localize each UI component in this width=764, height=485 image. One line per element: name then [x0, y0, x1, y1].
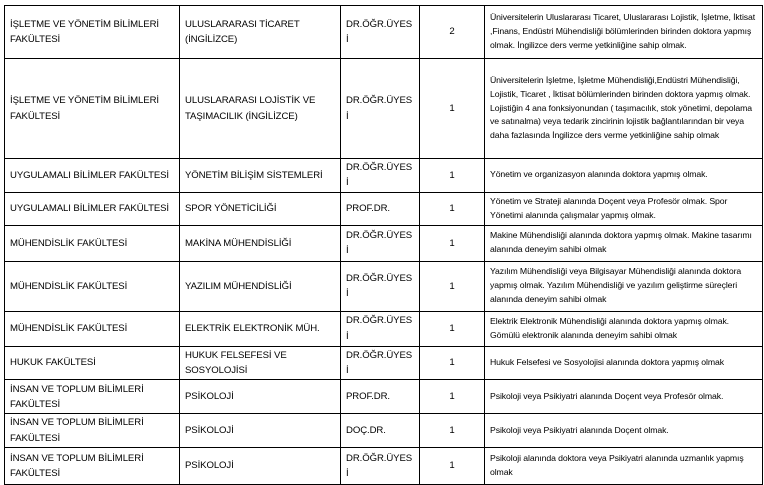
count-cell: 1 [420, 448, 485, 485]
department-cell: HUKUK FELSEFESİ VE SOSYOLOJİSİ [180, 346, 341, 380]
requirement-cell: Psikoloji veya Psikiyatri alanında Doçent olmak. [485, 414, 763, 448]
table-row [5, 414, 763, 448]
department-cell: PSİKOLOJİ [180, 448, 341, 485]
count-cell: 2 [420, 6, 485, 59]
title-cell: PROF.DR. [341, 380, 420, 414]
table-row [5, 346, 763, 380]
table-row [5, 6, 763, 59]
faculty-cell: MÜHENDİSLİK FAKÜLTESİ [5, 225, 180, 261]
requirement-cell: Psikoloji alanında doktora veya Psikiyatri alanında uzmanlık yapmış olmak [485, 448, 763, 485]
faculty-cell: HUKUK FAKÜLTESİ [5, 346, 180, 380]
faculty-cell: MÜHENDİSLİK FAKÜLTESİ [5, 311, 180, 346]
table-row [5, 311, 763, 346]
requirement-cell: Yazılım Mühendisliği veya Bilgisayar Mühendisliği alanında doktora yapmış olmak. Yazılım Mühendisliği ve yazılım geliştirme süreçleri alanında deneyim sahibi olmak [485, 261, 763, 311]
requirement-cell: Psikoloji veya Psikiyatri alanında Doçent veya Profesör olmak. [485, 380, 763, 414]
department-cell: ULUSLARARASI TİCARET (İNGİLİZCE) [180, 6, 341, 59]
title-cell: DR.ÖĞR.ÜYESİ [341, 311, 420, 346]
requirement-cell: Hukuk Felsefesi ve Sosyolojisi alanında doktora yapmış olmak [485, 346, 763, 380]
count-cell: 1 [420, 192, 485, 225]
department-cell: PSİKOLOJİ [180, 380, 341, 414]
table-row [5, 159, 763, 193]
faculty-cell: İNSAN VE TOPLUM BİLİMLERİ FAKÜLTESİ [5, 448, 180, 485]
title-cell: DR.ÖĞR.ÜYESİ [341, 261, 420, 311]
count-cell: 1 [420, 59, 485, 159]
department-cell: YAZILIM MÜHENDİSLİĞİ [180, 261, 341, 311]
title-cell: DR.ÖĞR.ÜYESİ [341, 159, 420, 193]
title-cell: DOÇ.DR. [341, 414, 420, 448]
count-cell: 1 [420, 380, 485, 414]
title-cell: DR.ÖĞR.ÜYESİ [341, 346, 420, 380]
count-cell: 1 [420, 311, 485, 346]
positions-table-body [5, 6, 763, 485]
table-row [5, 59, 763, 159]
table-row [5, 380, 763, 414]
title-cell: PROF.DR. [341, 192, 420, 225]
department-cell: SPOR YÖNETİCİLİĞİ [180, 192, 341, 225]
requirement-cell: Üniversitelerin Uluslararası Ticaret, Uluslararası Lojistik, İşletme, İktisat ,Finans, Endüstri Mühendisliği bölümlerinden birinden doktora yapmış olmak. İngilizce ders verme yetkinliğine sahip olmak. [485, 6, 763, 59]
faculty-cell: İNSAN VE TOPLUM BİLİMLERİ FAKÜLTESİ [5, 414, 180, 448]
department-cell: MAKİNA MÜHENDİSLİĞİ [180, 225, 341, 261]
table-row [5, 261, 763, 311]
title-cell: DR.ÖĞR.ÜYESİ [341, 59, 420, 159]
requirement-cell: Yönetim ve organizasyon alanında doktora yapmış olmak. [485, 159, 763, 193]
faculty-cell: İŞLETME VE YÖNETİM BİLİMLERİ FAKÜLTESİ [5, 59, 180, 159]
faculty-cell: UYGULAMALI BİLİMLER FAKÜLTESİ [5, 192, 180, 225]
table-row [5, 192, 763, 225]
department-cell: YÖNETİM BİLİŞİM SİSTEMLERİ [180, 159, 341, 193]
faculty-cell: İŞLETME VE YÖNETİM BİLİMLERİ FAKÜLTESİ [5, 6, 180, 59]
faculty-cell: UYGULAMALI BİLİMLER FAKÜLTESİ [5, 159, 180, 193]
title-cell: DR.ÖĞR.ÜYESİ [341, 448, 420, 485]
positions-table [4, 5, 763, 485]
requirement-cell: Elektrik Elektronik Mühendisliği alanında doktora yapmış olmak. Gömülü elektronik alanında deneyim sahibi olmak [485, 311, 763, 346]
count-cell: 1 [420, 414, 485, 448]
department-cell: PSİKOLOJİ [180, 414, 341, 448]
requirement-cell: Makine Mühendisliği alanında doktora yapmış olmak. Makine tasarımı alanında deneyim sahibi olmak [485, 225, 763, 261]
count-cell: 1 [420, 346, 485, 380]
department-cell: ULUSLARARASI LOJİSTİK VE TAŞIMACILIK (İNGİLİZCE) [180, 59, 341, 159]
requirement-cell: Üniversitelerin İşletme, İşletme Mühendisliği,Endüstri Mühendisliği, Lojistik, Ticaret , İktisat bölümlerinden birinden doktora yapmış olmak. Lojistiğin 4 ana fonksiyonundan ( taşımacılık, stok yönetimi, depolama ve satınalma) veya tedarik zincirinin lojistik bağlantılarından bir veya daha fazlasında İngilizce ders verme yetkinliğine sahip olmak [485, 59, 763, 159]
department-cell: ELEKTRİK ELEKTRONİK MÜH. [180, 311, 341, 346]
table-row [5, 225, 763, 261]
title-cell: DR.ÖĞR.ÜYESİ [341, 6, 420, 59]
count-cell: 1 [420, 159, 485, 193]
faculty-cell: MÜHENDİSLİK FAKÜLTESİ [5, 261, 180, 311]
requirement-cell: Yönetim ve Strateji alanında Doçent veya Profesör olmak. Spor Yönetimi alanında çalışmalar yapmış olmak. [485, 192, 763, 225]
faculty-cell: İNSAN VE TOPLUM BİLİMLERİ FAKÜLTESİ [5, 380, 180, 414]
title-cell: DR.ÖĞR.ÜYESİ [341, 225, 420, 261]
count-cell: 1 [420, 261, 485, 311]
count-cell: 1 [420, 225, 485, 261]
table-row [5, 448, 763, 485]
